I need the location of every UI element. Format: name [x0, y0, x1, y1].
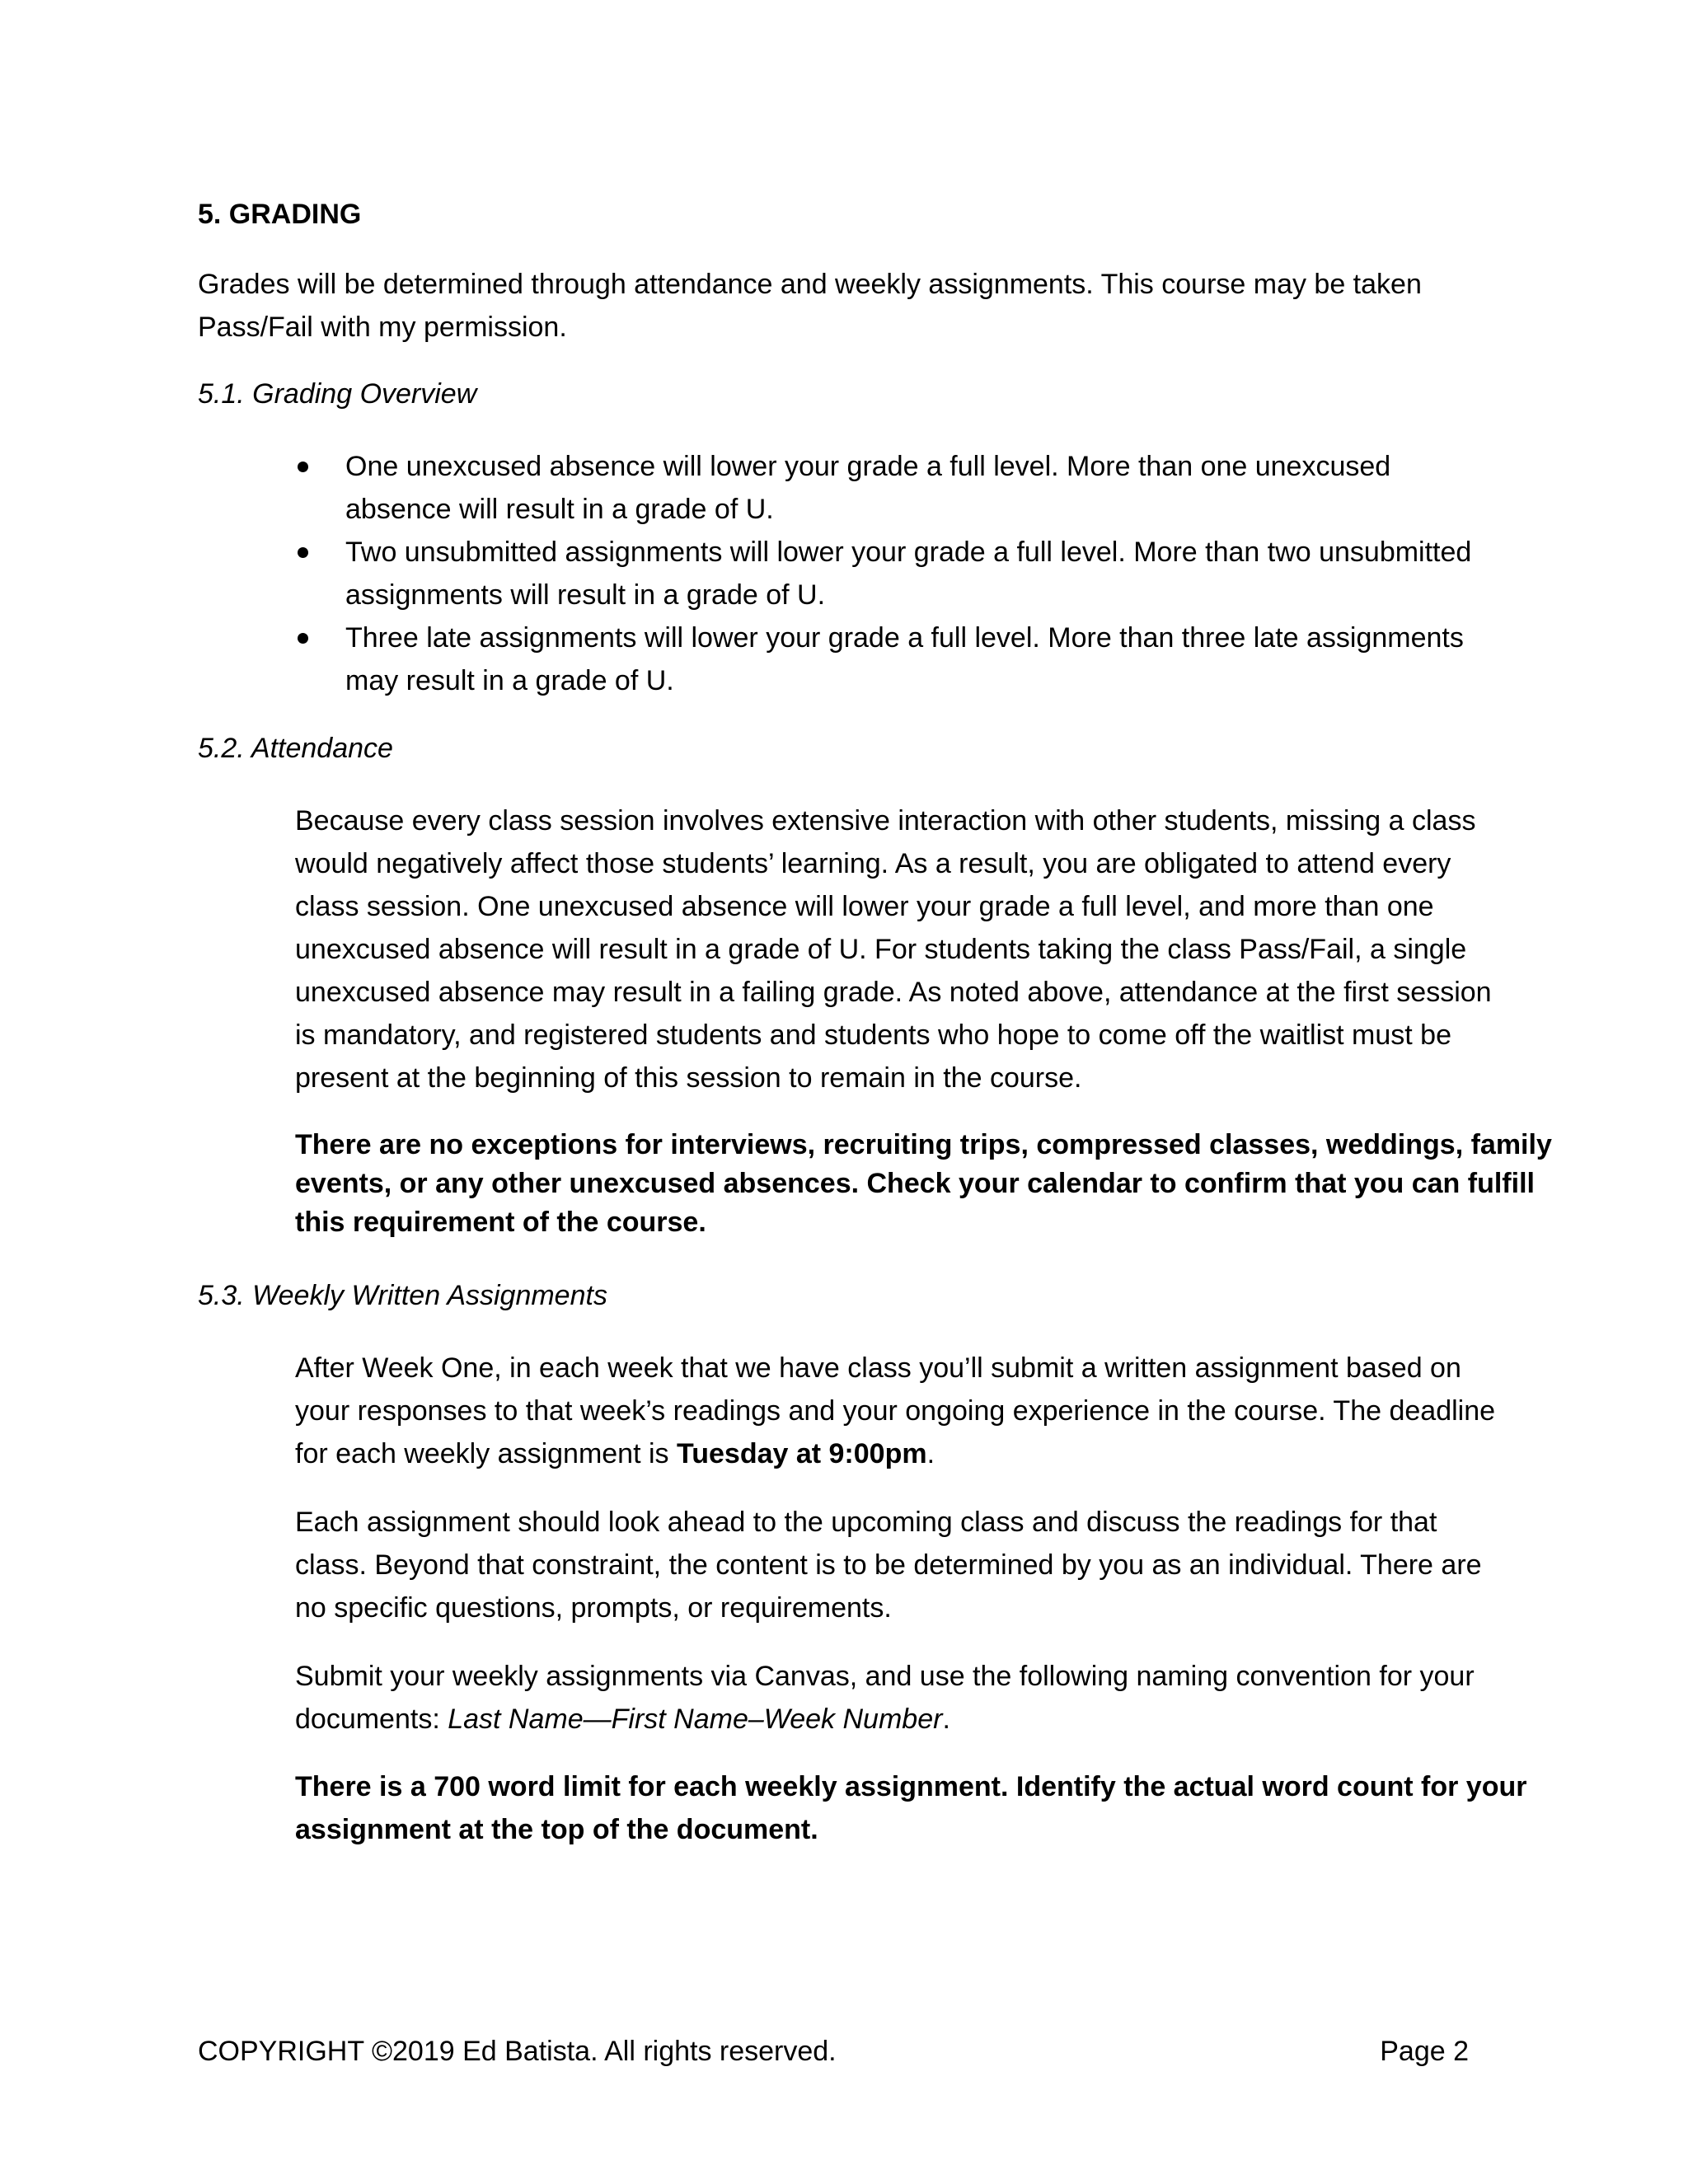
paragraph-line: unexcused absence will result in a grade of U. For students taking the class Pass/Fail, a single: [295, 934, 1467, 965]
bullet-text: [345, 445, 1390, 531]
subsection-heading-weekly: 5.3. Weekly Written Assignments: [198, 1280, 607, 1311]
paragraph-line: is mandatory, and registered students and students who hope to come off the waitlist must be: [295, 1019, 1451, 1051]
bullet-line: Three late assignments will lower your grade a full level. More than three late assignments: [345, 622, 1464, 654]
notice-line: assignment at the top of the document.: [295, 1814, 818, 1845]
footer-copyright: COPYRIGHT ©2019 Ed Batista. All rights reserved.: [198, 2036, 837, 2067]
paragraph-line: class session. One unexcused absence will lower your grade a full level, and more than one: [295, 891, 1434, 922]
paragraph-line: no specific questions, prompts, or requirements.: [295, 1592, 892, 1624]
notice-line: There is a 700 word limit for each weekly assignment. Identify the actual word count for your: [295, 1771, 1527, 1802]
bullet-line: One unexcused absence will lower your grade a full level. More than one unexcused: [345, 451, 1391, 482]
bullet-icon: [298, 633, 308, 644]
warning-line: There are no exceptions for interviews, recruiting trips, compressed classes, weddings, family: [295, 1129, 1552, 1160]
paragraph-line: [295, 1432, 1495, 1475]
bullet-line: Two unsubmitted assignments will lower your grade a full level. More than two unsubmitted: [345, 537, 1472, 568]
intro-line: Pass/Fail with my permission.: [198, 312, 567, 343]
paragraph-line: unexcused absence may result in a failing grade. As noted above, attendance at the first session: [295, 977, 1492, 1008]
deadline-prefix: for each weekly assignment is: [295, 1438, 677, 1469]
naming-convention: Last Name—First Name–Week Number: [448, 1704, 943, 1735]
word-limit-notice: [295, 1765, 1526, 1851]
footer-page-number: Page 2: [1380, 2036, 1469, 2067]
intro-line: Grades will be determined through attendance and weekly assignments. This course may be taken: [198, 269, 1422, 300]
paragraph-line: your responses to that week’s readings and your ongoing experience in the course. The deadline: [295, 1395, 1496, 1427]
warning-line: this requirement of the course.: [295, 1207, 706, 1238]
subsection-heading-attendance: 5.2. Attendance: [198, 733, 393, 764]
attendance-warning: [295, 1126, 1552, 1242]
warning-line: events, or any other unexcused absences. Check your calendar to confirm that you can fulfill: [295, 1168, 1535, 1199]
bullet-text: [345, 616, 1464, 702]
bullet-icon: [298, 462, 308, 472]
weekly-paragraph-deadline: [295, 1347, 1495, 1475]
paragraph-line: Each assignment should look ahead to the upcoming class and discuss the readings for that: [295, 1507, 1437, 1538]
bullet-text: [345, 531, 1471, 616]
intro-paragraph: [198, 263, 1422, 349]
paragraph-line: Because every class session involves extensive interaction with other students, missing a class: [295, 805, 1476, 837]
paragraph-line: [295, 1698, 1475, 1741]
bullet-icon: [298, 547, 308, 558]
bullet-line: may result in a grade of U.: [345, 665, 674, 696]
paragraph-line: After Week One, in each week that we have class you’ll submit a written assignment based on: [295, 1352, 1461, 1384]
paragraph-line: Submit your weekly assignments via Canvas, and use the following naming convention for your: [295, 1661, 1475, 1692]
weekly-paragraph-content: [295, 1501, 1482, 1629]
paragraph-line: present at the beginning of this session to remain in the course.: [295, 1062, 1082, 1094]
naming-suffix: .: [942, 1704, 950, 1735]
attendance-paragraph: [295, 799, 1492, 1099]
naming-prefix: documents:: [295, 1704, 448, 1735]
deadline-suffix: .: [926, 1438, 935, 1469]
bullet-line: assignments will result in a grade of U.: [345, 579, 826, 611]
deadline-time: Tuesday at 9:00pm: [676, 1438, 927, 1469]
weekly-paragraph-submission: [295, 1655, 1475, 1741]
paragraph-line: would negatively affect those students’ learning. As a result, you are obligated to attend every: [295, 848, 1451, 879]
section-heading: 5. GRADING: [198, 199, 362, 230]
bullet-line: absence will result in a grade of U.: [345, 494, 774, 525]
subsection-heading-overview: 5.1. Grading Overview: [198, 378, 477, 410]
paragraph-line: class. Beyond that constraint, the content is to be determined by you as an individual. There are: [295, 1549, 1482, 1581]
